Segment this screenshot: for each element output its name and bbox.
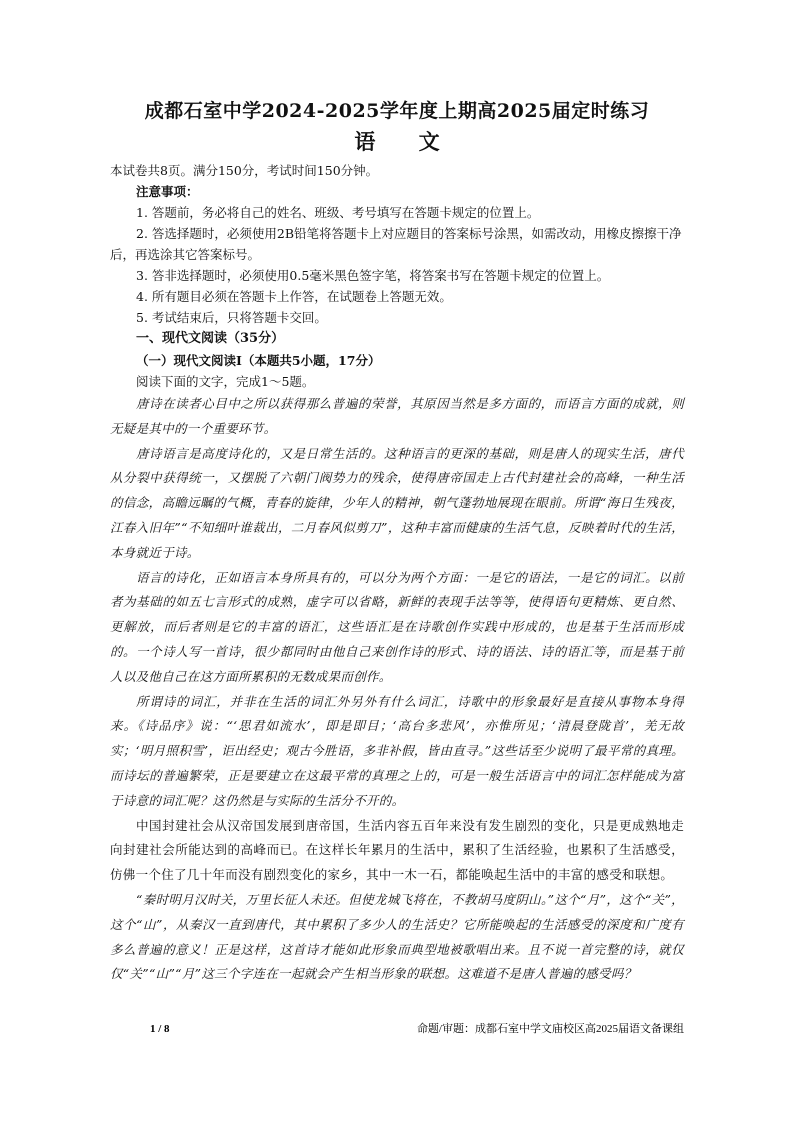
passage-paragraph: 语言的诗化，正如语言本身所具有的，可以分为两个方面：一是它的语法，一是它的词汇。以前者为基础的如五七言形式的成熟，虚字可以省略，新鲜的表现手法等等，使得语句更精炼、更自然、更解放，而后者则是它的丰富的语汇，这些语汇是在诗歌创作实践中形成的，也是基于生活而形成的。一个诗人写一首诗，很少都同时由他自己来创作诗的形式、诗的语法、诗的语汇等，而是基于前人以及他自己在这方面所累积的无数成果而创作。	[110, 569, 684, 684]
exam-title: 成都石室中学2024-2025学年度上期高2025届定时练习	[144, 100, 650, 122]
section-heading: 一、现代文阅读（35分）	[136, 331, 285, 346]
notice-heading: 注意事项：	[136, 184, 199, 199]
exam-intro: 本试卷共8页。满分150分，考试时间150分钟。	[110, 163, 379, 178]
notice-item: 2. 答选择题时，必须使用2B铅笔将答题卡上对应题目的答案标号涂黑，如需改动，用橡皮擦擦干净后，再选涂其它答案标号。	[110, 226, 682, 262]
notice-item: 5. 考试结束后，只将答题卡交回。	[136, 310, 327, 325]
passage-paragraph: 中国封建社会从汉帝国发展到唐帝国，生活内容五百年来没有发生剧烈的变化，只是更成熟地走向封建社会所能达到的高峰而已。在这样长年累月的生活中，累积了生活经验，也累积了生活感受，仿佛一个住了几十年而没有剧烈变化的家乡，其中一木一石，都能唤起生活中的丰富的感受和联想。	[110, 817, 684, 883]
page-number: 1 / 8	[150, 1023, 170, 1035]
footer-credit: 命题/审题：成都石室中学文庙校区高2025届语文备课组	[416, 1023, 684, 1035]
passage-paragraph: 所谓诗的词汇，并非在生活的词汇外另外有什么词汇，诗歌中的形象最好是直接从事物本身得来。《诗品序》说：“‘思君如流水’，即是即目；‘高台多悲风’，亦惟所见；‘清晨登陇首’，羌无故实；‘明月照积雪’，讵出经史；观古今胜语，多非补假，皆由直寻。”这些话至少说明了最平常的真理。而诗坛的普遍繁荣，正是要建立在这最平常的真理之上的，可是一般生活语言中的词汇怎样能成为富于诗意的词汇呢？这仍然是与实际的生活分不开的。	[110, 693, 684, 808]
passage-paragraph: 唐诗语言是高度诗化的，又是日常生活的。这种语言的更深的基础，则是唐人的现实生活，唐代从分裂中获得统一，又摆脱了六朝门阀势力的残余，使得唐帝国走上古代封建社会的高峰，一种生活的信念，高瞻远瞩的气概，青春的旋律，少年人的精神，朝气蓬勃地展现在眼前。所谓“海日生残夜，江春入旧年”“不知细叶谁裁出，二月春风似剪刀”，这种丰富而健康的生活气息，反映着时代的生活，本身就近于诗。	[110, 445, 684, 560]
subject-title: 语 文	[354, 129, 458, 154]
notice-item: 3. 答非选择题时，必须使用0.5毫米黑色签字笔，将答案书写在答题卡规定的位置上。	[136, 268, 610, 283]
subsection-heading: （一）现代文阅读Ⅰ（本题共5小题，17分）	[136, 353, 381, 368]
reading-instruction: 阅读下面的文字，完成1～5题。	[136, 374, 315, 389]
notice-item: 1. 答题前，务必将自己的姓名、班级、考号填写在答题卡规定的位置上。	[136, 205, 540, 220]
notice-item: 4. 所有题目必须在答题卡上作答，在试题卷上答题无效。	[136, 289, 452, 304]
passage-paragraph: 唐诗在读者心目中之所以获得那么普遍的荣誉，其原因当然是多方面的，而语言方面的成就，则无疑是其中的一个重要环节。	[110, 396, 684, 436]
passage-paragraph: “秦时明月汉时关，万里长征人未还。但使龙城飞将在，不教胡马度阴山。”这个“月”，这个“关”，这个“山”，从秦汉一直到唐代，其中累积了多少人的生活史？它所能唤起的生活感受的深度和广度有多么普遍的意义！正是这样，这首诗才能如此形象而典型地被歌唱出来。且不说一首完整的诗，就仅仅“关”“山”“月”这三个字连在一起就会产生相当形象的联想。这难道不是唐人普遍的感受吗？	[110, 891, 684, 982]
